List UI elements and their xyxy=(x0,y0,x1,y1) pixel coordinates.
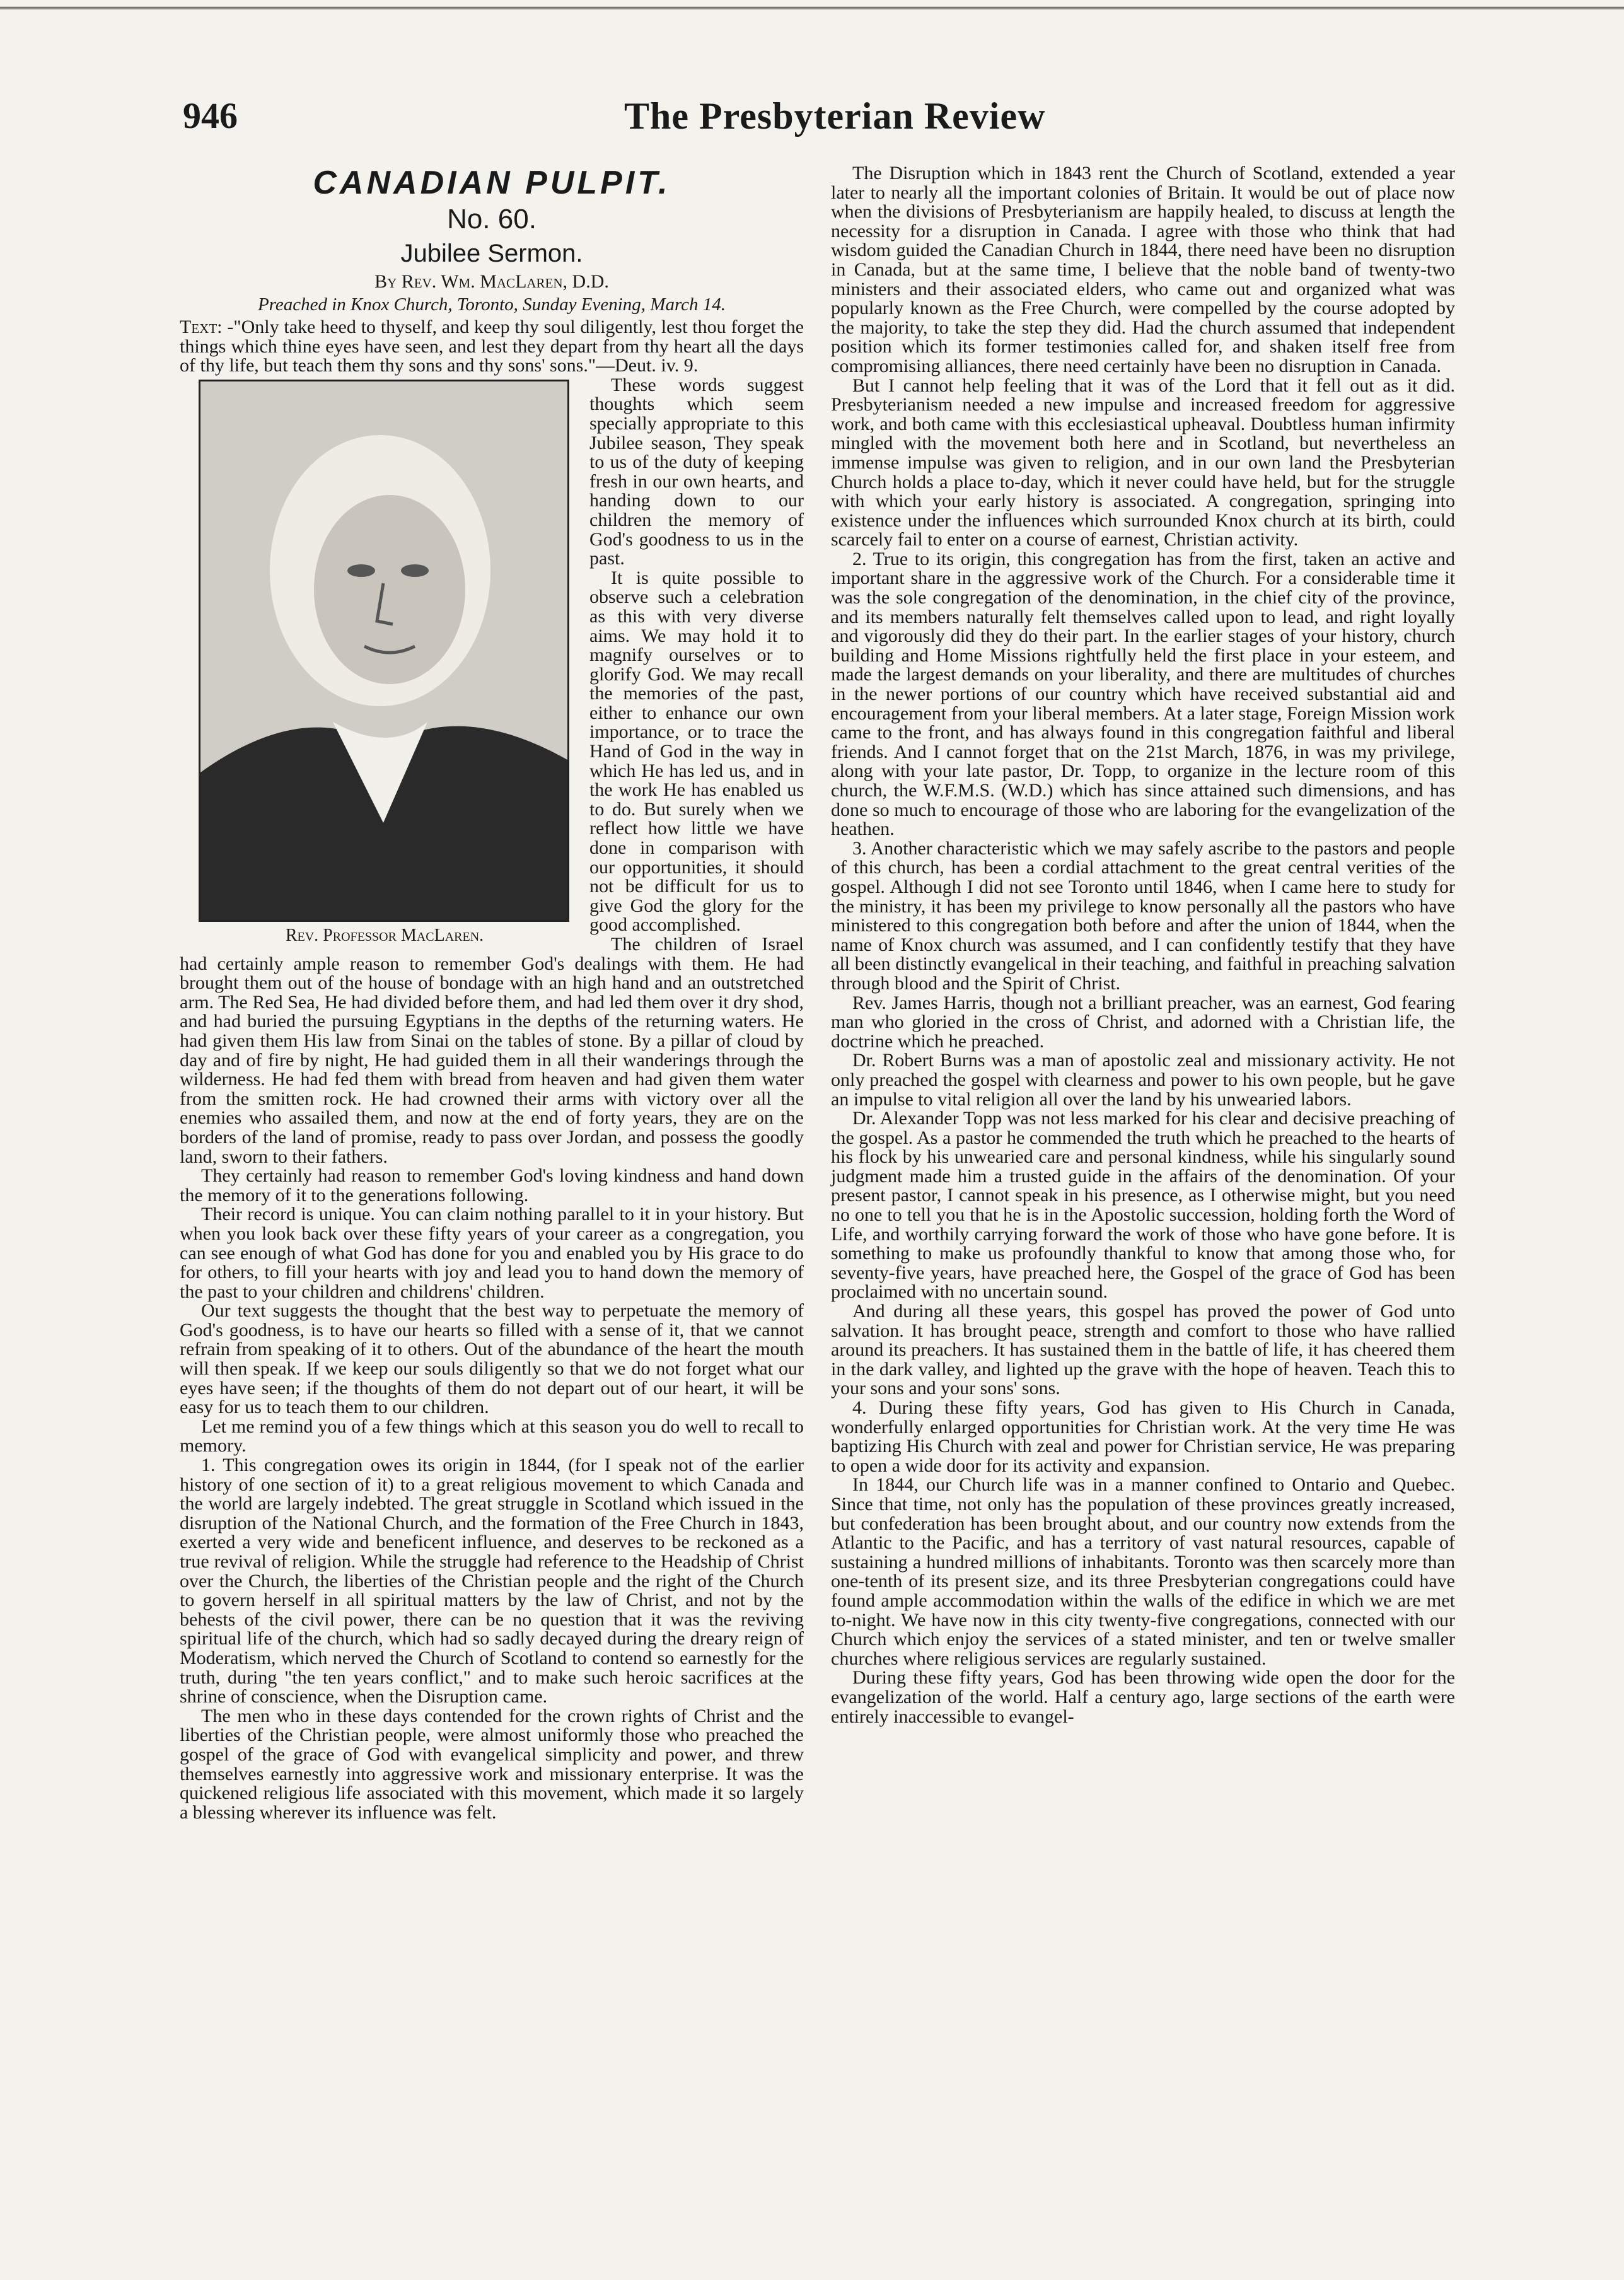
paragraph: Dr. Robert Burns was a man of apostolic zeal and missionary activity. He not only preached the gospel with clearness and power to his own people, but he gave an impulse to vital religion all over the land by his unwearied labors. xyxy=(831,1050,1455,1110)
paragraph: 2. True to its origin, this congregation has from the first, taken an active and important share in the aggressive work of the Church. For a considerable time it was the sole congregation of the denomination, in the chief city of the province, and its members naturally felt themselves called upon to lead, and right loyally and vigorously did they do their part. In the earlier stages of your history, church building and Home Missions rightfully held the first place in your esteem, and made the largest demands on your liberality, and there are multitudes of churches in the newer portions of our country which have received substantial aid and encouragement from your liberal members. At a later stage, Foreign Mission work came to the front, and has always found in this congregation faithful and liberal friends. And I cannot forget that on the 21st March, 1876, in was my privilege, along with your late pastor, Dr. Topp, to organize in the lecture room of this church, the W.F.M.S. (W.D.) which has since attained such dimensions, and has done so much to encourage of those who are laboring for the evangelization of the heathen. xyxy=(831,548,1455,840)
sermon-subtitle: Jubilee Sermon. xyxy=(400,240,583,267)
paragraph: Dr. Alexander Topp was not less marked for his clear and decisive preaching of the gospel. As a pastor he commended the truth which he preached to the hearts of his flock by his unwearied care and personal kindness, while his singularly sound judgment made him a trusted guide in the affairs of the denomination. Of your present pastor, I cannot speak in his presence, as I otherwise might, but you need no one to tell you that he is in the Apostolic succession, holding forth the Word of Life, and worthily carrying forward the work of those who have gone before. It is something to make us profoundly thankful to know that among those who, for seventy-five years, have preached here, the Gospel of the grace of God has been proclaimed with no uncertain sound. xyxy=(831,1108,1455,1303)
text-label: Text: xyxy=(180,317,223,337)
paragraph: The children of Israel had certainly ample reason to remember God's dealings with them. He had brought them out of the house of bondage with an high hand and an outstretched arm. The Red Sea, He had divided before them, and had led them over it dry shod, and had buried the pursuing Egyptians in the depths of the returning waters. He had given them His law from Sinai on the tables of stone. By a pillar of cloud by day and of fire by night, He had guided them in all their wanderings through the wilderness. He had fed them with bread from heaven and had given them water from the smitten rock. He had crowned their arms with victory over all the enemies who assailed them, and now at the end of forty years, they are on the borders of the land of promise, ready to pass over Jordan, and possess the goodly land, sworn to their fathers. xyxy=(180,934,804,1167)
paragraph: The Disruption which in 1843 rent the Church of Scotland, extended a year later to nearly all the important colonies of Britain. It would be out of place now when the divisions of Presbyterianism are happily healed, to discuss at length the necessity for a disruption in Canada. I agree with those who think that had wisdom guided the Canadian Church in 1844, there need have been no disruption in Canada, but at the same time, I believe that the noble band of twenty-two ministers and their associated elders, who came out and organized what was popularly known as the Free Church, were compelled by the course adopted by the majority, to take the step they did. Had the church assumed that independent position which its former testimonies called for, and shaken itself free from compromising alliances, there need certainly have been no disruption in Canada. xyxy=(831,163,1455,376)
paragraph: Our text suggests the thought that the best way to perpetuate the memory of God's goodness, is to have our hearts so filled with a sense of it, that we cannot refrain from speaking of it to others. Out of the abundance of the heart the mouth will then speak. If we keep our souls diligently so that we do not forget what our eyes have seen; if the thoughts of them do not depart out of our heart, it will be easy for us to teach them to our children. xyxy=(180,1300,804,1418)
paragraph: These words suggest thoughts which seem specially appropriate to this Jubilee season, They speak to us of the duty of keeping fresh in our own hearts, and handing down to our children the memory of God's goodness to us in the past. xyxy=(589,374,804,569)
paragraph: It is quite possible to observe such a celebration as this with very diverse aims. We may hold it to magnify ourselves or to glorify God. We may recall the memories of the past, either to enhance our own importance, or to trace the Hand of God in the way in which He has led us, and in the work He has enabled us to do. But surely when we reflect how little we have done in comparison with our opportunities, it should not be difficult for us to give God the glory for the good accomplished. xyxy=(589,567,804,936)
paragraph: Let me remind you of a few things which at this season you do well to recall to memory. xyxy=(180,1416,804,1457)
paragraph: 1. This congregation owes its origin in 1844, (for I speak not of the earlier history of one section of it) to a great religious movement to which Canada and the world are largely indebted. The great struggle in Scotland which issued in the disruption of the National Church, and the formation of the Free Church in 1843, exerted a very wide and beneficent influence, and deserves to be reckoned as a true revival of religion. While the struggle had reference to the Headship of Christ over the Church, the liberties of the Christian people and the right of the Church to govern herself in all spiritual matters by the law of Christ, and not by the behests of the civil power, there can be no question that it was the reviving spiritual life of the church, which had so sadly decayed during the dreary reign of Moderatism, which nerved the Church of Scotland to contend so earnestly for the truth, during "the ten years conflict," and to make such heroic sacrifices at the shrine of conscience, when the Disruption came. xyxy=(180,1455,804,1707)
paragraph: 4. During these fifty years, God has given to His Church in Canada, wonderfully enlarged opportunities for Christian work. At the very time He was baptizing His Church with zeal and power for Christian service, He was preparing to open a wide door for its activity and expansion. xyxy=(831,1397,1455,1476)
paragraph: But I cannot help feeling that it was of the Lord that it fell out as it did. Presbyterianism needed a new impulse and increased freedom for aggressive work, and both came with this ecclesiastical upheaval. Doubtless human infirmity mingled with the movement both here and in Scotland, but nevertheless an immense impulse was given to religion, and in our own land the Presbyterian Church holds a place to-day, which it never could have held, but for the struggle with which your early history is associated. A congregation, springing into existence under the influences which surrounded Knox church at its birth, could scarcely fail to enter on a course of earnest, Christian activity. xyxy=(831,375,1455,550)
paragraph: Rev. James Harris, though not a brilliant preacher, was an earnest, God fearing man who gloried in the cross of Christ, and adorned with a Christian life, the doctrine which he preached. xyxy=(831,992,1455,1052)
sermon-heading xyxy=(180,164,804,294)
top-border xyxy=(0,0,1624,25)
paragraph: During these fifty years, God has been throwing wide open the door for the evangelization of the world. Half a century ago, large sections of the earth were entirely inaccessible to evangel- xyxy=(831,1667,1455,1727)
preached-note: Preached in Knox Church, Toronto, Sunday Evening, March 14. xyxy=(257,294,726,315)
running-title: The Presbyterian Review xyxy=(624,95,1046,137)
sermon-number: No. 60. xyxy=(447,204,536,235)
portrait-engraving-icon xyxy=(200,381,567,920)
text-body: -"Only take heed to thyself, and keep thy soul diligently, lest thou forget the things which thine eyes have seen, and lest they depart from thy heart all the days of thy life, but teach them thy sons and thy sons' sons."—Deut. iv. 9. xyxy=(180,317,804,376)
left-column xyxy=(180,164,804,1822)
paragraph: And during all these years, this gospel has proved the power of God unto salvation. It has brought peace, strength and comfort to those who have rallied around its preachers. It has sustained them in the battle of life, it has cheered them in the dark valley, and lighted up the grave with the hope of heaven. Teach this to your sons and your sons' sons. xyxy=(831,1301,1455,1399)
right-column xyxy=(831,164,1455,1726)
portrait-image xyxy=(199,380,569,922)
portrait xyxy=(199,380,571,947)
page-number: 946 xyxy=(183,95,238,136)
paragraph: In 1844, our Church life was in a manner confined to Ontario and Quebec. Since that time, not only has the population of these provinces greatly increased, but confederation has been brought about, and our country now extends from the Atlantic to the Pacific, and has a territory of vast natural resources, capable of sustaining a hundred millions of inhabitants. Toronto was then scarcely more than one-tenth of its present size, and its three Presbyterian congregations could have found ample accommodation within the walls of the edifice in which we are met to-night. We have now in this city twenty-five congregations, connected with our Church which enjoy the services of a stated minister, and ten or twelve smaller churches where religious services are regularly sustained. xyxy=(831,1474,1455,1669)
sermon-text xyxy=(180,318,804,376)
paragraph: Their record is unique. You can claim nothing parallel to it in your history. But when you look back over these fifty years of your career as a congregation, you can see enough of what God has done for you and enabled you by His grace to do for others, to fill your hearts with joy and lead you to hand down the memory of the past to your children and childrens' children. xyxy=(180,1204,804,1302)
sermon-title: CANADIAN PULPIT. xyxy=(313,165,671,201)
byline: By Rev. Wm. MacLaren, D.D. xyxy=(374,271,609,292)
paragraph: The men who in these days contended for the crown rights of Christ and the liberties of the Christian people, were almost uniformly those who preached the gospel of the grace of God with evangelical simplicity and power, and threw themselves earnestly into aggressive work and missionary enterprise. It was the quickened religious life associated with this movement, which made it so largely a blessing wherever its influence was felt. xyxy=(180,1705,804,1823)
portrait-caption: Rev. Professor MacLaren. xyxy=(285,925,484,945)
page-header xyxy=(183,95,1463,151)
paragraph: They certainly had reason to remember God's loving kindness and hand down the memory of it to the generations following. xyxy=(180,1165,804,1206)
paragraph: 3. Another characteristic which we may safely ascribe to the pastors and people of this church, has been a cordial attachment to the great central verities of the gospel. Although I did not see Toronto until 1846, when I came here to study for the ministry, it has been my privilege to know personally all the pastors who have ministered to this congregation both before and after the union of 1844, when the name of Knox church was assumed, and I can confidently testify that they have all been distinctly evangelical in their teaching, and faithful in preaching salvation through blood and the Spirit of Christ. xyxy=(831,837,1455,994)
